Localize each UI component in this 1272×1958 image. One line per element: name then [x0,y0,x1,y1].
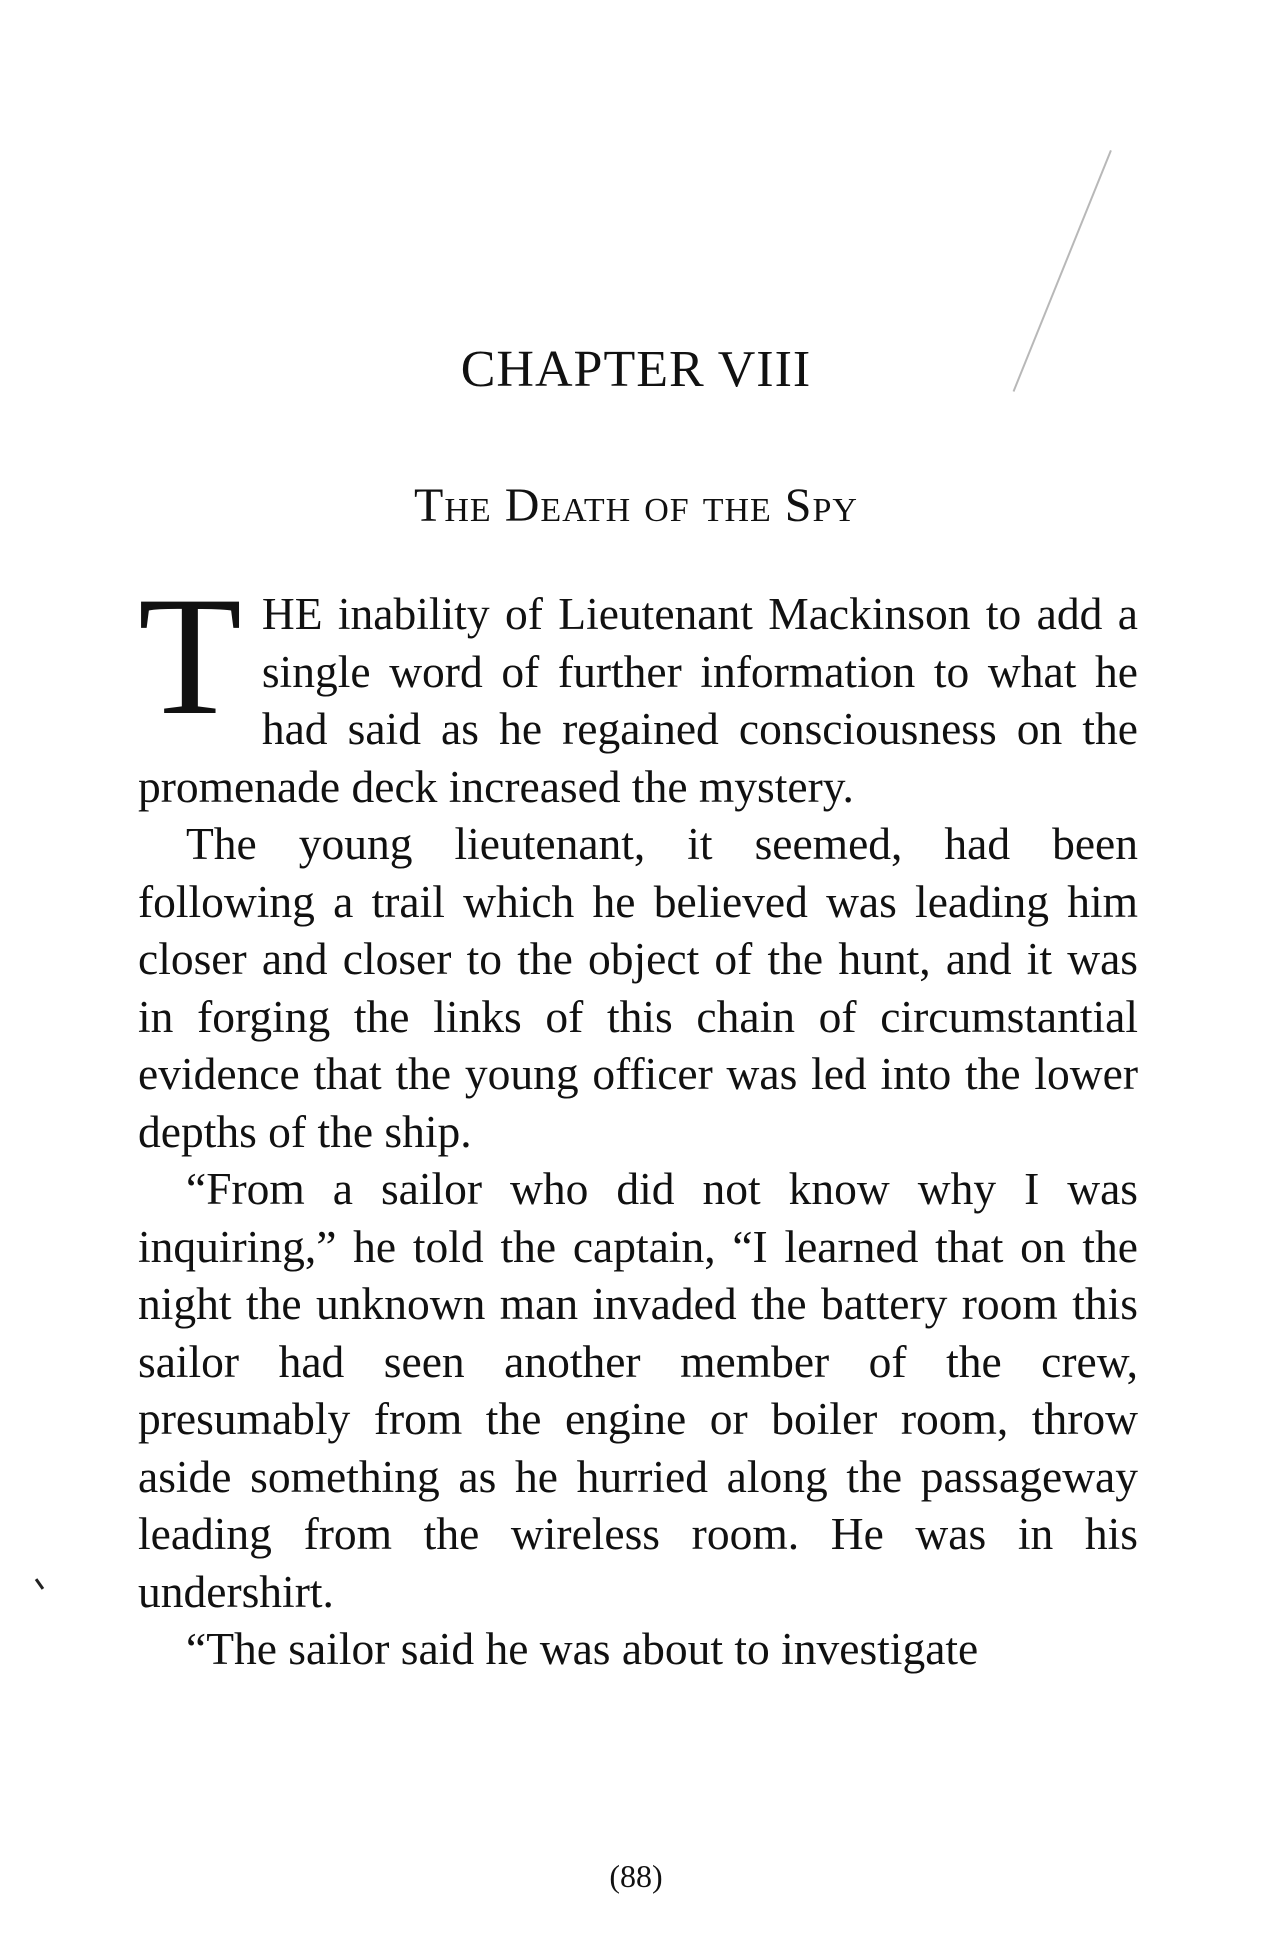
paragraph: “The sailor said he was about to investigate [186,1623,979,1674]
page-number: (88) [609,1858,663,1894]
paragraph: “From a sailor who did not know why I was inquiring,” he told the captain, “I learned that on the night the unknown man invaded the battery room this sailor had seen another member of the crew, presumably from the engine or boiler room, throw aside something as he hurried along the passageway leading from the wireless room. He was in his undershirt. [138,1163,1138,1617]
paragraph-text: HE inability of Lieutenant Mackinson to add a single word of further information to what he had said as he regained consciousness on the promenade deck increased the mystery. [138,588,1138,812]
chapter-title: CHAPTER VIII [460,341,812,398]
chapter-subtitle: The Death of the Spy [414,479,858,532]
stray-ink-mark [35,1578,44,1590]
paragraph: The young lieutenant, it seemed, had been following a trail which he believed was leading him closer and closer to the object of the hunt, and it was in forging the links of this chain of circumstantial evidence that the young officer was led into the lower depths of the ship. [138,818,1138,1157]
drop-cap: T [138,562,242,750]
body-text [138,562,1138,1678]
paragraph [138,562,1138,815]
